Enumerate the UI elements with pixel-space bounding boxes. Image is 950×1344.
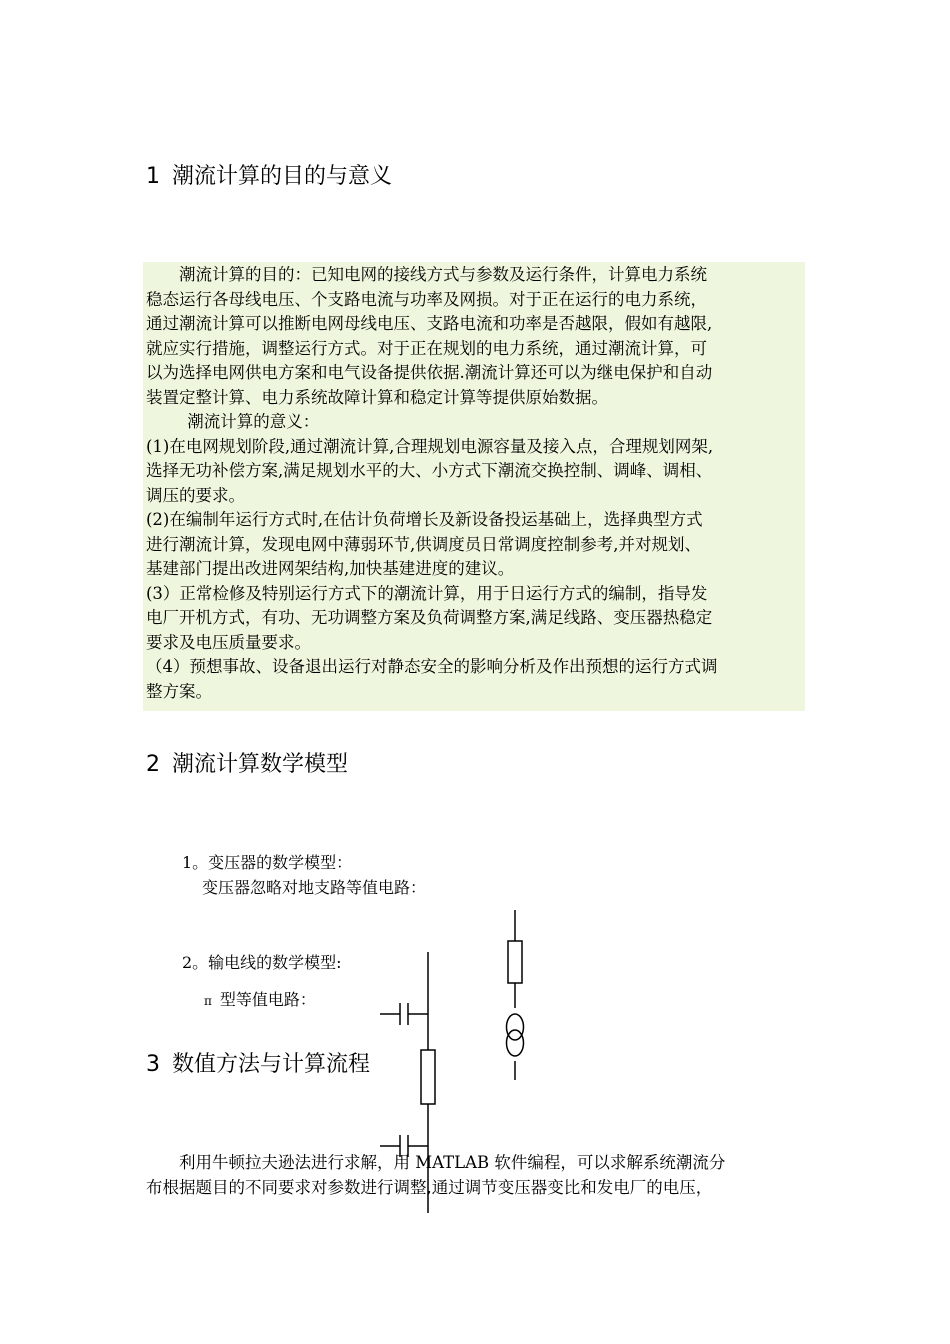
line-model-label: 2。输电线的数学模型: <box>182 953 342 972</box>
section-3-title: 数值方法与计算流程 <box>172 1052 371 1077</box>
transformer-winding-lower <box>507 1030 524 1056</box>
transformer-model-label: 1。变压器的数学模型： <box>182 853 353 872</box>
transformer-winding-upper <box>507 1014 524 1040</box>
section-3-line: 布根据题目的不同要求对参数进行调整,通过调节变压器变比和发电厂的电压， <box>146 1177 713 1197</box>
section-3-number: 3 <box>146 1052 160 1077</box>
section-1-number: 1 <box>146 164 160 189</box>
section-1-line: 基建部门提出改进网架结构,加快基建进度的建议。 <box>146 559 515 578</box>
pi-equivalent-circuit <box>380 952 435 1213</box>
section-1-line: 要求及电压质量要求。 <box>146 632 311 652</box>
pi-circuit-text: 型等值电路： <box>219 990 316 1009</box>
section-1-line: (2)在编制年运行方式时,在估计负荷增长及新设备投运基础上，选择典型方式 <box>146 510 703 529</box>
section-1-title: 潮流计算的目的与意义 <box>172 164 393 189</box>
section-1-line: 潮流计算的意义： <box>146 412 320 431</box>
transformer-impedance <box>508 941 522 983</box>
section-1-line: 稳态运行各母线电压、个支路电流与功率及网损。对于正在运行的电力系统， <box>146 289 707 309</box>
section-1-line: 通过潮流计算可以推断电网母线电压、支路电流和功率是否越限，假如有越限, <box>146 314 713 333</box>
section-1-line: (1)在电网规划阶段,通过潮流计算,合理规划电源容量及接入点，合理规划网架, <box>146 436 714 456</box>
pi-line-impedance <box>421 1050 435 1104</box>
section-2-number: 2 <box>146 752 160 777</box>
section-1-line: (3）正常检修及特别运行方式下的潮流计算，用于日运行方式的编制，指导发 <box>146 583 708 603</box>
section-1-line: 进行潮流计算，发现电网中薄弱环节,供调度员日常调度控制参考,并对规划、 <box>146 534 701 554</box>
pi-symbol: π <box>204 994 212 1008</box>
section-2-title: 潮流计算数学模型 <box>172 752 349 777</box>
section-1-line: 潮流计算的目的：已知电网的接线方式与参数及运行条件，计算电力系统 <box>146 265 707 284</box>
section-1-line: 选择无功补偿方案,满足规划水平的大、小方式下潮流交换控制、调峰、调相、 <box>146 461 713 480</box>
section-3-line: 利用牛顿拉夫逊法进行求解，用 MATLAB 软件编程，可以求解系统潮流分 <box>146 1153 726 1172</box>
section-1-line: 调压的要求。 <box>146 485 245 505</box>
section-1-line: 就应实行措施，调整运行方式。对于正在规划的电力系统，通过潮流计算，可 <box>146 338 707 358</box>
transformer-circuit-label: 变压器忽略对地支路等值电路： <box>202 878 427 897</box>
section-1-line: （4）预想事故、设备退出运行对静态安全的影响分析及作出预想的运行方式调 <box>146 657 718 676</box>
section-1-line: 整方案。 <box>146 681 212 701</box>
section-1-line: 以为选择电网供电方案和电气设备提供依据.潮流计算还可以为继电保护和自动 <box>146 363 713 382</box>
transformer-equivalent-circuit <box>507 910 524 1080</box>
section-1-line: 电厂开机方式，有功、无功调整方案及负荷调整方案,满足线路、变压器热稳定 <box>146 608 713 627</box>
section-1-line: 装置定整计算、电力系统故障计算和稳定计算等提供原始数据。 <box>146 387 608 407</box>
